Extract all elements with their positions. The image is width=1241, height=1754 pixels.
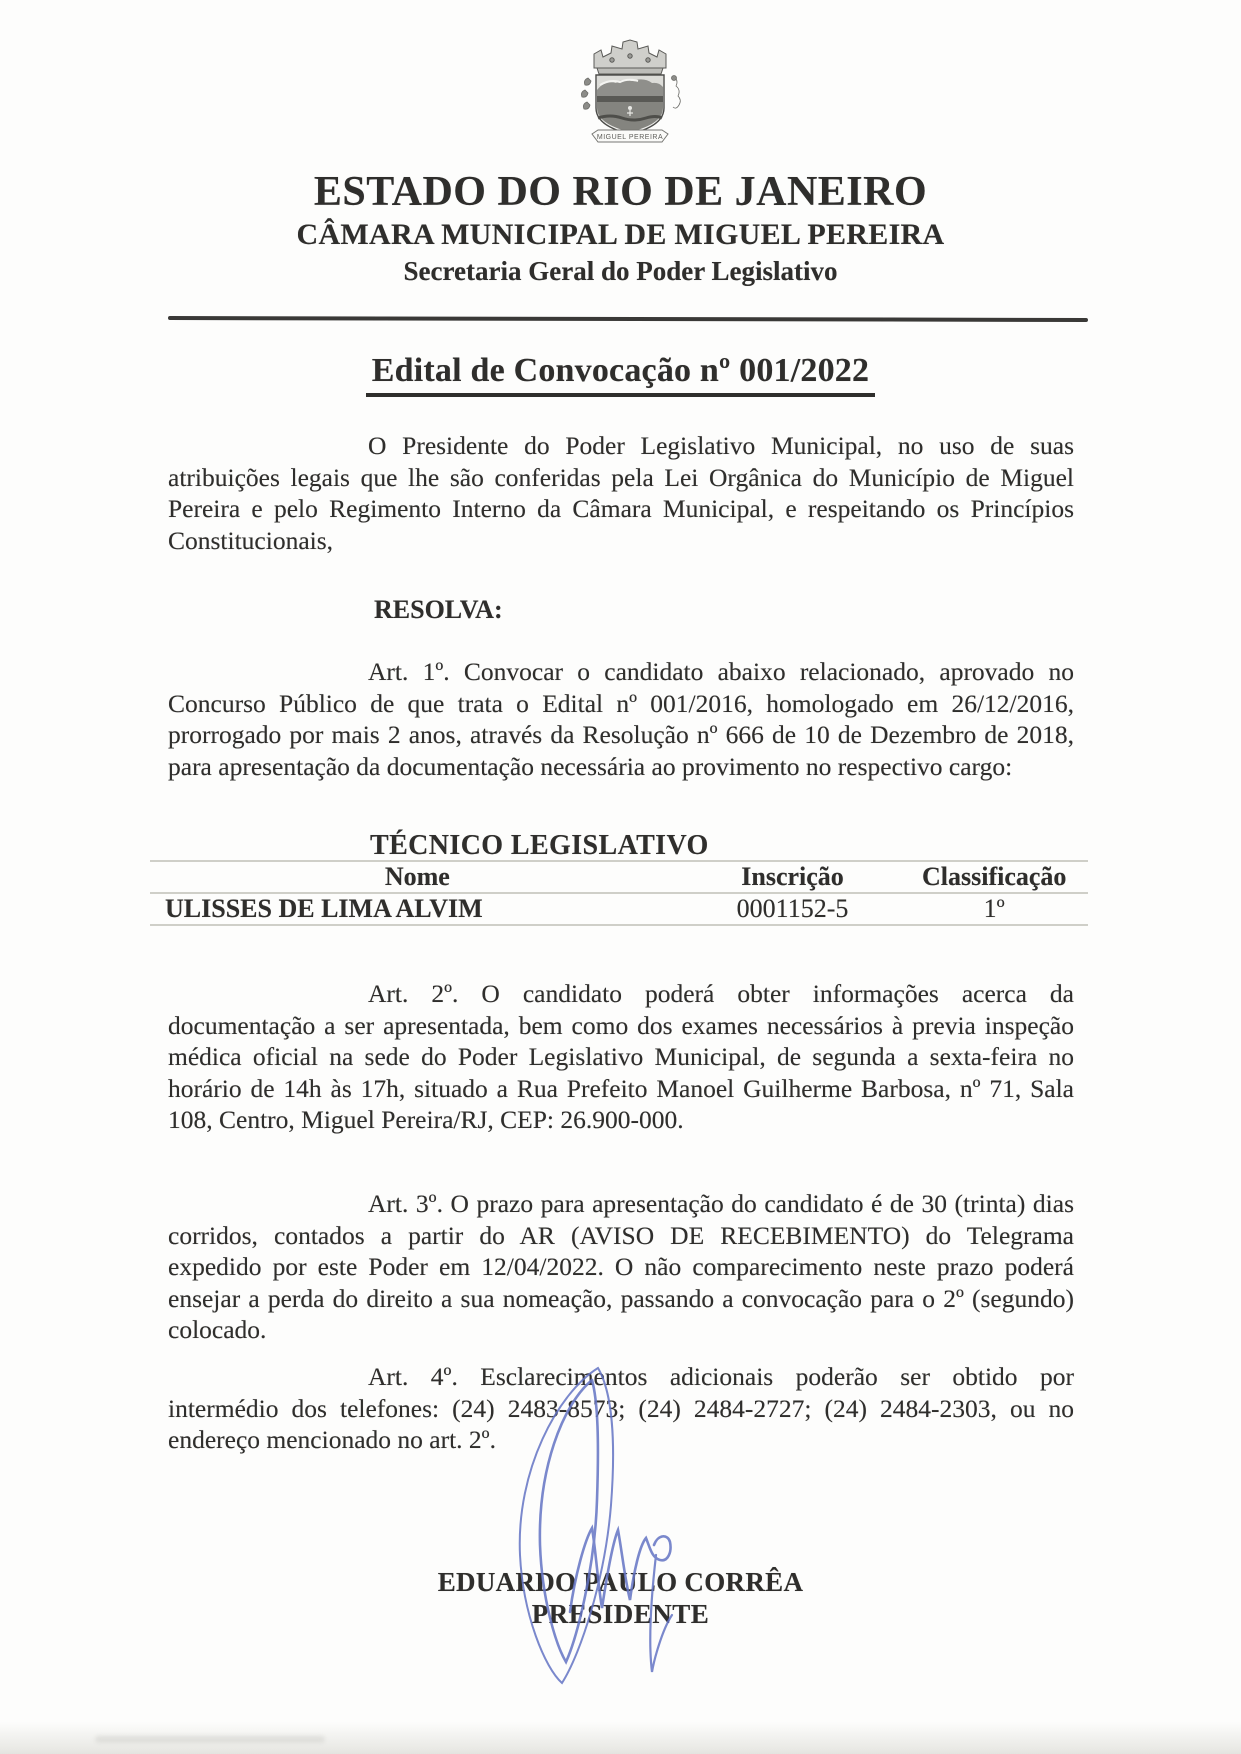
cargo-heading: TÉCNICO LEGISLATIVO: [370, 830, 709, 861]
column-header-inscricao: Inscrição: [741, 862, 844, 891]
signer-role: PRESIDENTE: [531, 1599, 710, 1629]
paragraph-art2: Art. 2º. O candidato poderá obter informações acerca da documentação a ser apresentada, bem como dos exames necessários à previa inspeção médica oficial na sede do Poder Legislativo Municipal, de segunda a sexta-feira no horário de 14h às 17h, situado a Rua Prefeito Manoel Guilherme Barbosa, nº 71, Sala 108, Centro, Miguel Pereira/RJ, CEP: 26.900-000.: [168, 979, 1074, 1134]
scan-artifact-smudge: [95, 1736, 325, 1743]
document-title: Edital de Convocação nº 001/2022: [366, 352, 875, 397]
paragraph-art1: Art. 1º. Convocar o candidato abaixo relacionado, aprovado no Concurso Público de que trata o Edital nº 001/2016, homologado em 26/12/2016, prorrogado por mais 2 anos, através da Resolução nº 666 de 10 de Dezembro de 2018, para apresentação da documentação necessária ao provimento no respectivo cargo:: [168, 657, 1074, 781]
candidate-table-header-row: [150, 861, 1088, 893]
signer-name: EDUARDO PAULO CORRÊA: [437, 1567, 804, 1597]
paragraph-art3: Art. 3º. O prazo para apresentação do candidato é de 30 (trinta) dias corridos, contados a partir do AR (AVISO DE RECEBIMENTO) do Telegrama expedido por este Poder em 12/04/2022. O não comparecimento neste prazo poderá ensejar a perda do direito a sua nomeação, passando a convocação para o 2º (segundo) colocado.: [168, 1189, 1074, 1344]
candidate-name-cell: ULISSES DE LIMA ALVIM: [165, 894, 483, 923]
resolva-label: RESOLVA:: [374, 595, 503, 624]
candidate-inscription-cell: 0001152-5: [736, 894, 849, 923]
column-header-classificacao: Classificação: [921, 862, 1067, 891]
letterhead-secretariat: Secretaria Geral do Poder Legislativo: [403, 256, 838, 286]
document-title-wrap: [0, 352, 1241, 397]
svg-text:MIGUEL PEREIRA: MIGUEL PEREIRA: [596, 134, 664, 141]
letterhead: [0, 168, 1241, 288]
table-bottom-border: [150, 925, 1088, 926]
letterhead-chamber: CÂMARA MUNICIPAL DE MIGUEL PEREIRA: [296, 218, 945, 251]
column-header-nome: Nome: [384, 862, 450, 891]
candidate-table: [150, 860, 1088, 926]
letterhead-state: ESTADO DO RIO DE JANEIRO: [313, 169, 928, 215]
table-row: [150, 893, 1088, 925]
crest-crown: [594, 40, 666, 74]
municipal-crest: [570, 38, 690, 148]
paragraph-intro: O Presidente do Poder Legislativo Municipal, no uso de suas atribuições legais que lhe são conferidas pela Lei Orgânica do Município de Miguel Pereira e pelo Regimento Interno da Câmara Municipal, e respeitando os Princípios Constitucionais,: [168, 431, 1074, 555]
paragraph-art4: Art. 4º. Esclarecimentos adicionais poderão ser obtido por intermédio dos telefones: (24) 2483-8573; (24) 2484-2727; (24) 2484-2303, ou no endereço mencionado no art. 2º.: [168, 1362, 1074, 1454]
header-divider-line: [168, 316, 1088, 322]
crest-banner: [592, 130, 668, 142]
candidate-rank-cell: 1º: [983, 894, 1005, 923]
signature-block: [0, 1566, 1241, 1630]
crest-shield: [596, 75, 664, 134]
